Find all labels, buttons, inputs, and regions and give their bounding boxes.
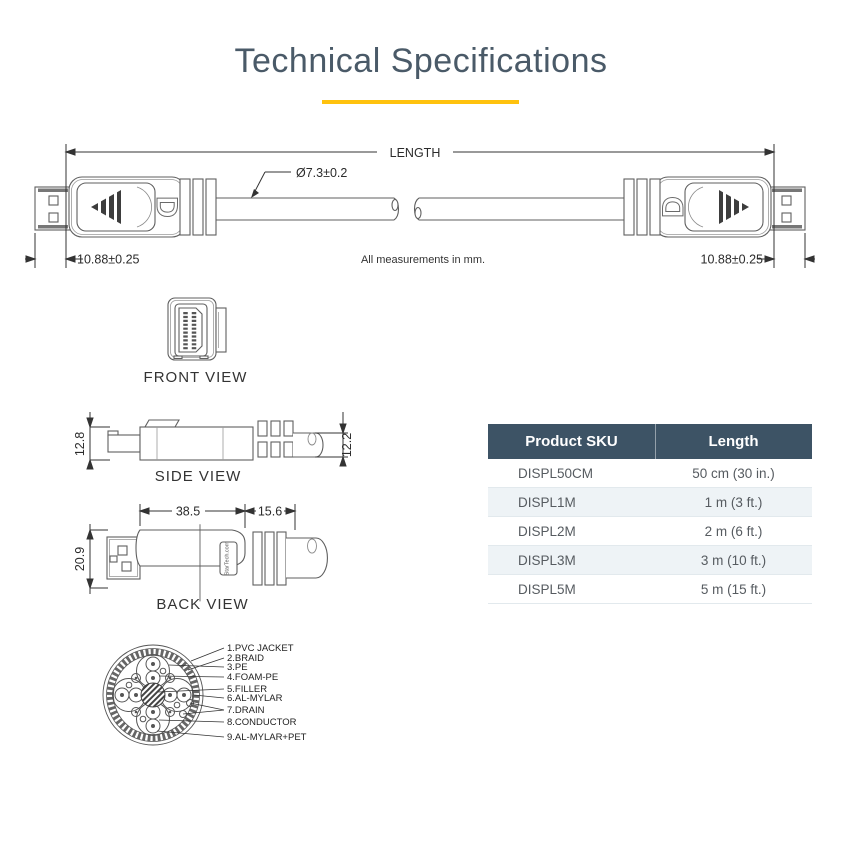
cross-section-label-filler: 5.FILLER	[227, 684, 268, 695]
displayport-logo-right: D	[657, 196, 690, 218]
length-cell: 2 m (6 ft.)	[704, 523, 763, 539]
cross-section-label-drain: 7.DRAIN	[227, 705, 265, 716]
back-body-length-label: 38.5	[175, 504, 201, 519]
table-row	[488, 575, 812, 604]
sku-cell: DISPL50CM	[518, 465, 594, 481]
connector-width-label-left: 10.88±0.25	[77, 252, 140, 267]
left-connector-drawing	[35, 177, 216, 237]
brand-label: StarTech.com	[224, 541, 231, 576]
sku-cell: DISPL2M	[518, 523, 576, 539]
cross-section-label-foam-pe: 4.FOAM-PE	[227, 672, 279, 683]
table-row	[488, 459, 812, 488]
back-height-dimension	[87, 524, 108, 594]
length-cell: 50 cm (30 in.)	[692, 465, 775, 481]
right-width-dimension	[757, 233, 815, 268]
back-view-drawing	[60, 498, 350, 598]
page-title: Technical Specifications	[234, 42, 608, 80]
back-view-label: BACK VIEW	[156, 596, 249, 613]
left-width-dimension	[25, 233, 83, 268]
sku-cell: DISPL5M	[518, 581, 576, 597]
table-header-row	[488, 424, 812, 459]
right-connector-drawing	[624, 177, 805, 237]
length-cell: 1 m (3 ft.)	[704, 494, 763, 510]
back-height-label: 20.9	[73, 546, 87, 572]
diameter-leader	[251, 172, 291, 198]
cross-section-label-conductor: 8.CONDUCTOR	[227, 717, 297, 728]
cross-section-label-pvc-jacket: 1.PVC JACKET	[227, 643, 294, 654]
cable-dimension-drawing	[25, 130, 825, 280]
cross-section-label-pe: 3.PE	[227, 662, 248, 673]
side-height-label-right: 12.2	[340, 432, 354, 458]
cross-section-label-braid: 2.BRAID	[227, 653, 264, 664]
cable-diameter-label: Ø7.3±0.2	[296, 166, 348, 180]
table-row	[488, 546, 812, 575]
side-height-dimension-left	[87, 412, 110, 469]
product-sku-table	[488, 424, 812, 604]
length-cell: 5 m (15 ft.)	[700, 581, 767, 597]
connector-width-label-right: 10.88±0.25	[700, 252, 763, 267]
front-view-drawing	[130, 292, 250, 368]
back-relief-length-label: 15.6	[257, 504, 283, 519]
header-column-divider	[655, 424, 656, 459]
column-header-product-sku: Product SKU	[525, 433, 618, 450]
side-height-label-left: 12.8	[73, 431, 87, 457]
side-view-drawing	[60, 408, 360, 470]
cable-lines	[216, 198, 624, 220]
accent-underline	[322, 100, 519, 104]
sku-cell: DISPL1M	[518, 494, 576, 510]
table-row	[488, 488, 812, 517]
length-cell: 3 m (10 ft.)	[700, 552, 767, 568]
cable-cross-section-drawing	[95, 634, 345, 756]
measurement-units-note: All measurements in mm.	[360, 254, 486, 266]
cross-section-label-al-mylar-pet: 9.AL-MYLAR+PET	[227, 732, 307, 743]
front-view-label: FRONT VIEW	[143, 369, 248, 386]
length-dimension-label: LENGTH	[389, 146, 441, 160]
cross-section-label-al-mylar: 6.AL-MYLAR	[227, 693, 283, 704]
side-view-label: SIDE VIEW	[154, 468, 242, 485]
column-header-length: Length	[708, 433, 759, 450]
table-row	[488, 517, 812, 546]
displayport-logo-left: D	[150, 196, 183, 218]
sku-cell: DISPL3M	[518, 552, 576, 568]
